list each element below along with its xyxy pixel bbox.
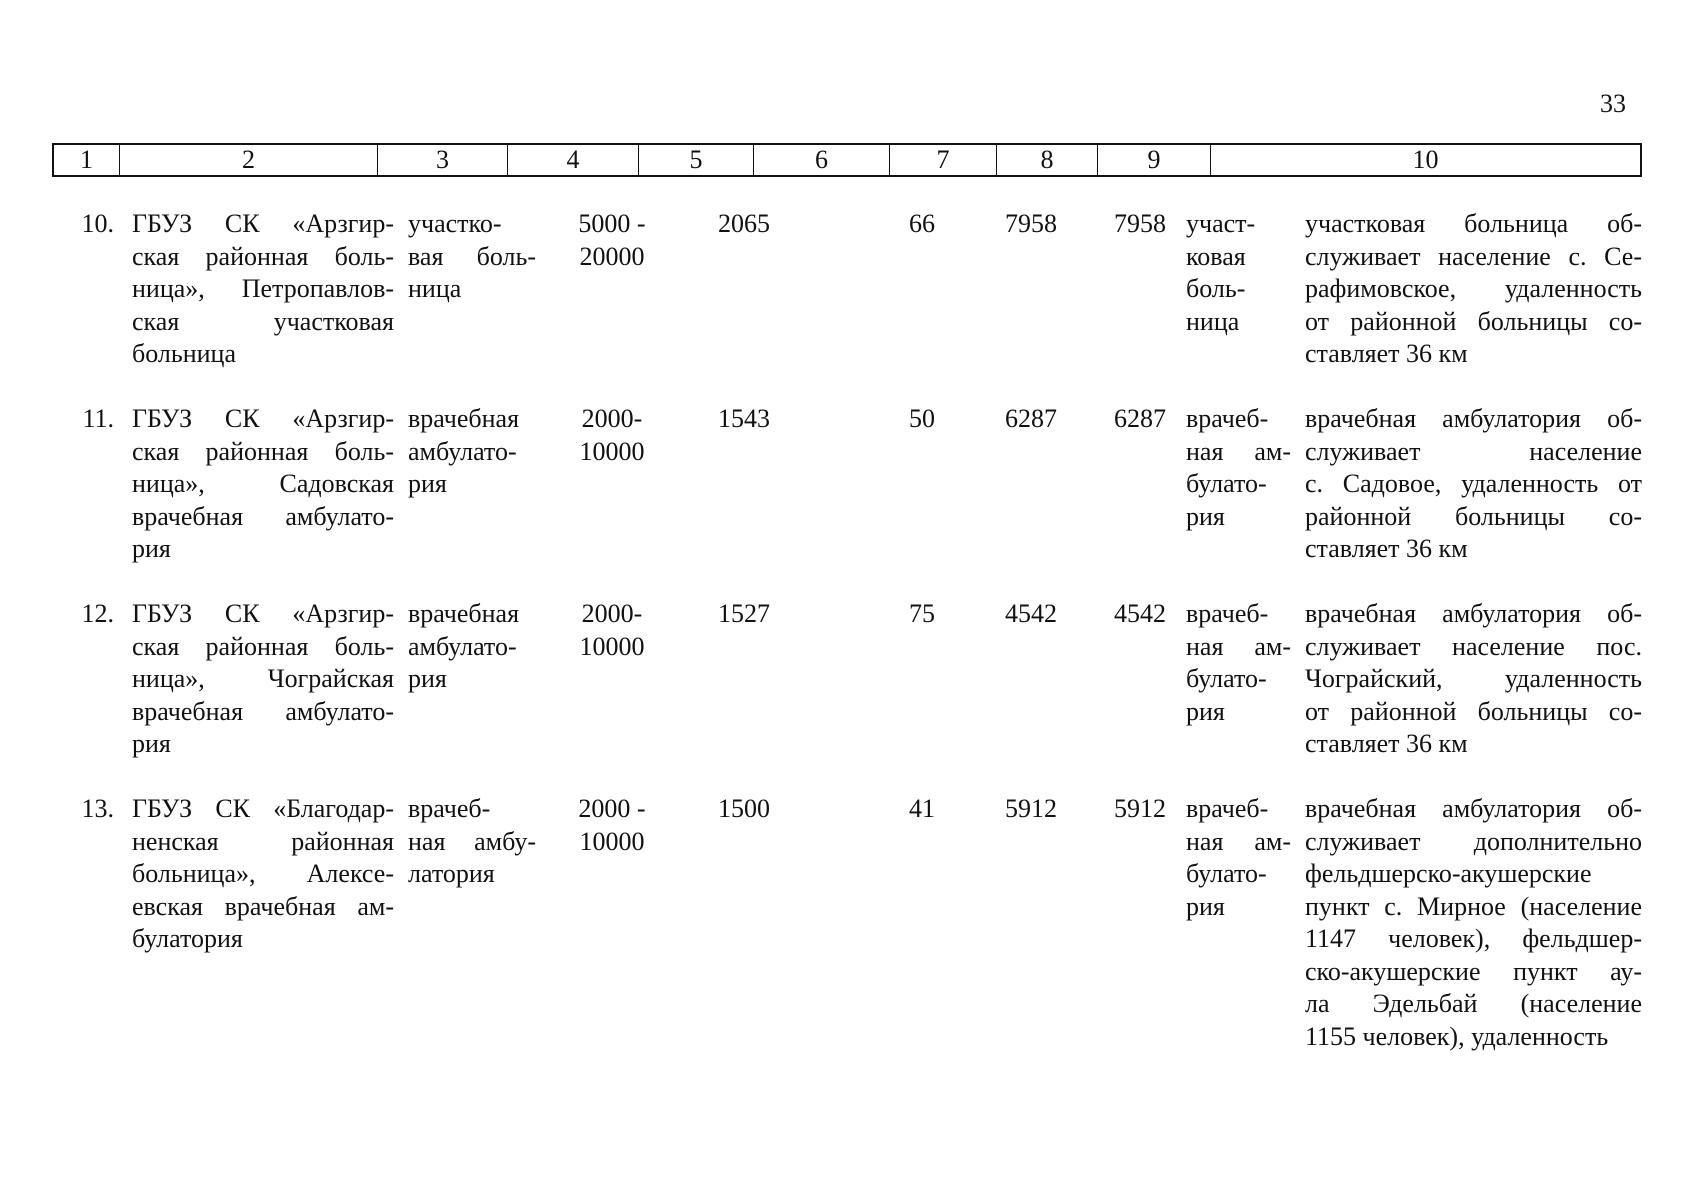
page-number: 33 (1600, 89, 1626, 118)
service-note-line: 1147 человек), фельдшер- (1305, 924, 1642, 953)
facility-type-2-line: рия (1186, 696, 1225, 726)
service-note-line: служивает население с. Се- (1305, 241, 1642, 271)
col-8-value: 6287 (1114, 404, 1166, 433)
service-note-line: от районной больницы со- (1305, 306, 1642, 336)
institution-name-line: ница», Петропавлов- (132, 274, 394, 303)
population-range-line: 2000- (581, 404, 643, 433)
institution-name-line: рия (132, 534, 171, 563)
service-note-line: ско-акушерские пункт ау- (1305, 956, 1642, 986)
col-8-value: 4542 (1114, 599, 1166, 628)
header-col-5: 5 (639, 145, 754, 175)
service-note (1297, 598, 1642, 793)
facility-type-line: амбулато- (408, 436, 517, 466)
facility-type-2 (1176, 598, 1297, 793)
institution-name-line: ница», Чограйская (132, 664, 394, 693)
facility-type-line: ница (408, 274, 462, 303)
header-col-10: 10 (1412, 145, 1439, 174)
population-range-line: 10000 (579, 826, 645, 856)
institution-name-line: ская районная боль- (132, 436, 394, 466)
header-col-3: 3 (378, 145, 508, 175)
facility-type (402, 208, 542, 403)
institution-name-line: ГБУЗ СК «Арзгир- (132, 599, 394, 628)
service-note-line: служивает население (1305, 436, 1642, 466)
population-range (542, 403, 682, 598)
facility-type (402, 598, 542, 793)
table-row (52, 403, 1642, 598)
table-header (52, 143, 1642, 177)
table-row (52, 208, 1642, 403)
institution-name-line: рия (132, 729, 171, 758)
institution-name (122, 208, 402, 403)
facility-type-2-line: ная ам- (1186, 436, 1291, 466)
facility-type-line: ная амбу- (408, 826, 536, 856)
institution-name-line: ГБУЗ СК «Арзгир- (132, 404, 394, 433)
row-number: 11. (82, 404, 114, 433)
service-note-line: с. Садовое, удаленность от (1305, 469, 1642, 498)
institution-name-line: ская участковая (132, 306, 394, 336)
col-6-value: 75 (909, 599, 935, 628)
col-5-value: 1500 (718, 794, 770, 823)
institution-name-line: врачебная амбулато- (132, 696, 394, 726)
service-note (1297, 208, 1642, 403)
facility-type-2 (1176, 793, 1297, 1053)
service-note-line: ставляет 36 км (1305, 534, 1468, 563)
institution-name (122, 403, 402, 598)
header-col-9: 9 (1098, 145, 1211, 175)
facility-type (402, 403, 542, 598)
col-5-value: 2065 (718, 209, 770, 238)
population-range-line: 10000 (579, 436, 645, 466)
col-5-value: 1527 (718, 599, 770, 628)
service-note-line: служивает дополнительно (1305, 826, 1642, 856)
col-8-value: 7958 (1114, 209, 1166, 238)
facility-type-line: латория (408, 859, 495, 888)
service-note-line: врачебная амбулатория об- (1305, 794, 1642, 823)
facility-type-line: участко- (408, 209, 502, 238)
header-col-7: 7 (890, 145, 997, 175)
service-note-line: ставляет 36 км (1305, 339, 1468, 368)
institution-name-line: больница (132, 339, 236, 368)
facility-type-2-line: ковая (1186, 241, 1246, 271)
population-range-line: 2000 - (578, 794, 646, 823)
row-number: 10. (81, 209, 114, 238)
col-8-value: 5912 (1114, 794, 1166, 823)
facility-type-2-line: рия (1186, 501, 1225, 531)
institution-name-line: больница», Алексе- (132, 859, 394, 888)
header-col-2: 2 (120, 145, 378, 175)
facility-type-2 (1176, 403, 1297, 598)
row-number: 12. (81, 599, 114, 628)
service-note-line: от районной больницы со- (1305, 696, 1642, 726)
facility-type-line: врачебная (408, 599, 520, 628)
facility-type-2-line: врачеб- (1186, 794, 1269, 823)
service-note (1297, 793, 1642, 1053)
col-6-value: 50 (909, 404, 935, 433)
facility-type-2-line: боль- (1186, 274, 1246, 303)
col-7-value: 4542 (1005, 599, 1057, 628)
facility-type-2-line: ница (1186, 306, 1240, 336)
population-range (542, 598, 682, 793)
service-note-line: ставляет 36 км (1305, 729, 1468, 758)
service-note-line: участковая больница об- (1305, 209, 1642, 238)
facility-type-line: рия (408, 469, 447, 498)
col-7-value: 5912 (1005, 794, 1057, 823)
col-7-value: 7958 (1005, 209, 1057, 238)
service-note-line: врачебная амбулатория об- (1305, 599, 1642, 628)
institution-name-line: ГБУЗ СК «Арзгир- (132, 209, 394, 238)
table-row (52, 793, 1642, 1053)
service-note-line: фельдшерско-акушерские (1305, 859, 1592, 888)
population-range (542, 793, 682, 1053)
service-note-line: 1155 человек), удаленность (1305, 1021, 1609, 1051)
header-col-6: 6 (754, 145, 890, 175)
service-note-line: районной больницы со- (1305, 501, 1642, 531)
header-col-8: 8 (997, 145, 1098, 175)
institution-name-line: врачебная амбулато- (132, 501, 394, 531)
institution-name-line: ГБУЗ СК «Благодар- (132, 794, 394, 823)
population-range-line: 2000- (581, 599, 643, 628)
facility-type-2 (1176, 208, 1297, 403)
service-note-line: служивает население пос. (1305, 631, 1642, 661)
institution-name-line: булатория (132, 924, 243, 953)
facility-type-2-line: ная ам- (1186, 826, 1291, 856)
facility-type-2-line: участ- (1186, 209, 1256, 238)
col-5-value: 1543 (718, 404, 770, 433)
service-note-line: Чограйский, удаленность (1305, 664, 1642, 693)
population-range (542, 208, 682, 403)
row-number: 13. (81, 794, 114, 823)
table-row (52, 598, 1642, 793)
institution-name-line: ница», Садовская (132, 469, 394, 498)
service-note (1297, 403, 1642, 598)
institution-name-line: ская районная боль- (132, 631, 394, 661)
institution-name (122, 793, 402, 1053)
service-note-line: врачебная амбулатория об- (1305, 404, 1642, 433)
facility-type-2-line: булато- (1186, 664, 1267, 693)
population-range-line: 5000 - (578, 209, 646, 238)
service-note-line: ла Эдельбай (население (1305, 989, 1642, 1018)
population-range-line: 20000 (579, 241, 645, 271)
col-6-value: 41 (909, 794, 935, 823)
facility-type-2-line: врачеб- (1186, 404, 1269, 433)
header-col-1: 1 (54, 145, 120, 175)
facility-type-line: врачеб- (408, 794, 491, 823)
facility-type-line: вая боль- (408, 241, 536, 271)
col-7-value: 6287 (1005, 404, 1057, 433)
facility-type (402, 793, 542, 1053)
col-6-value: 66 (909, 209, 935, 238)
service-note-line: пункт с. Мирное (население (1305, 891, 1642, 921)
facility-type-2-line: врачеб- (1186, 599, 1269, 628)
facility-type-2-line: булато- (1186, 469, 1267, 498)
facility-type-2-line: ная ам- (1186, 631, 1291, 661)
population-range-line: 10000 (579, 631, 645, 661)
institution-name-line: евская врачебная ам- (132, 891, 394, 921)
facility-type-2-line: булато- (1186, 859, 1267, 888)
header-col-4: 4 (508, 145, 639, 175)
service-note-line: рафимовское, удаленность (1305, 274, 1642, 303)
facility-type-2-line: рия (1186, 891, 1225, 921)
table-body (52, 208, 1642, 1053)
institution-name-line: ская районная боль- (132, 241, 394, 271)
facility-type-line: амбулато- (408, 631, 517, 661)
facility-type-line: рия (408, 664, 447, 693)
institution-name (122, 598, 402, 793)
institution-name-line: ненская районная (132, 826, 394, 856)
facility-type-line: врачебная (408, 404, 520, 433)
